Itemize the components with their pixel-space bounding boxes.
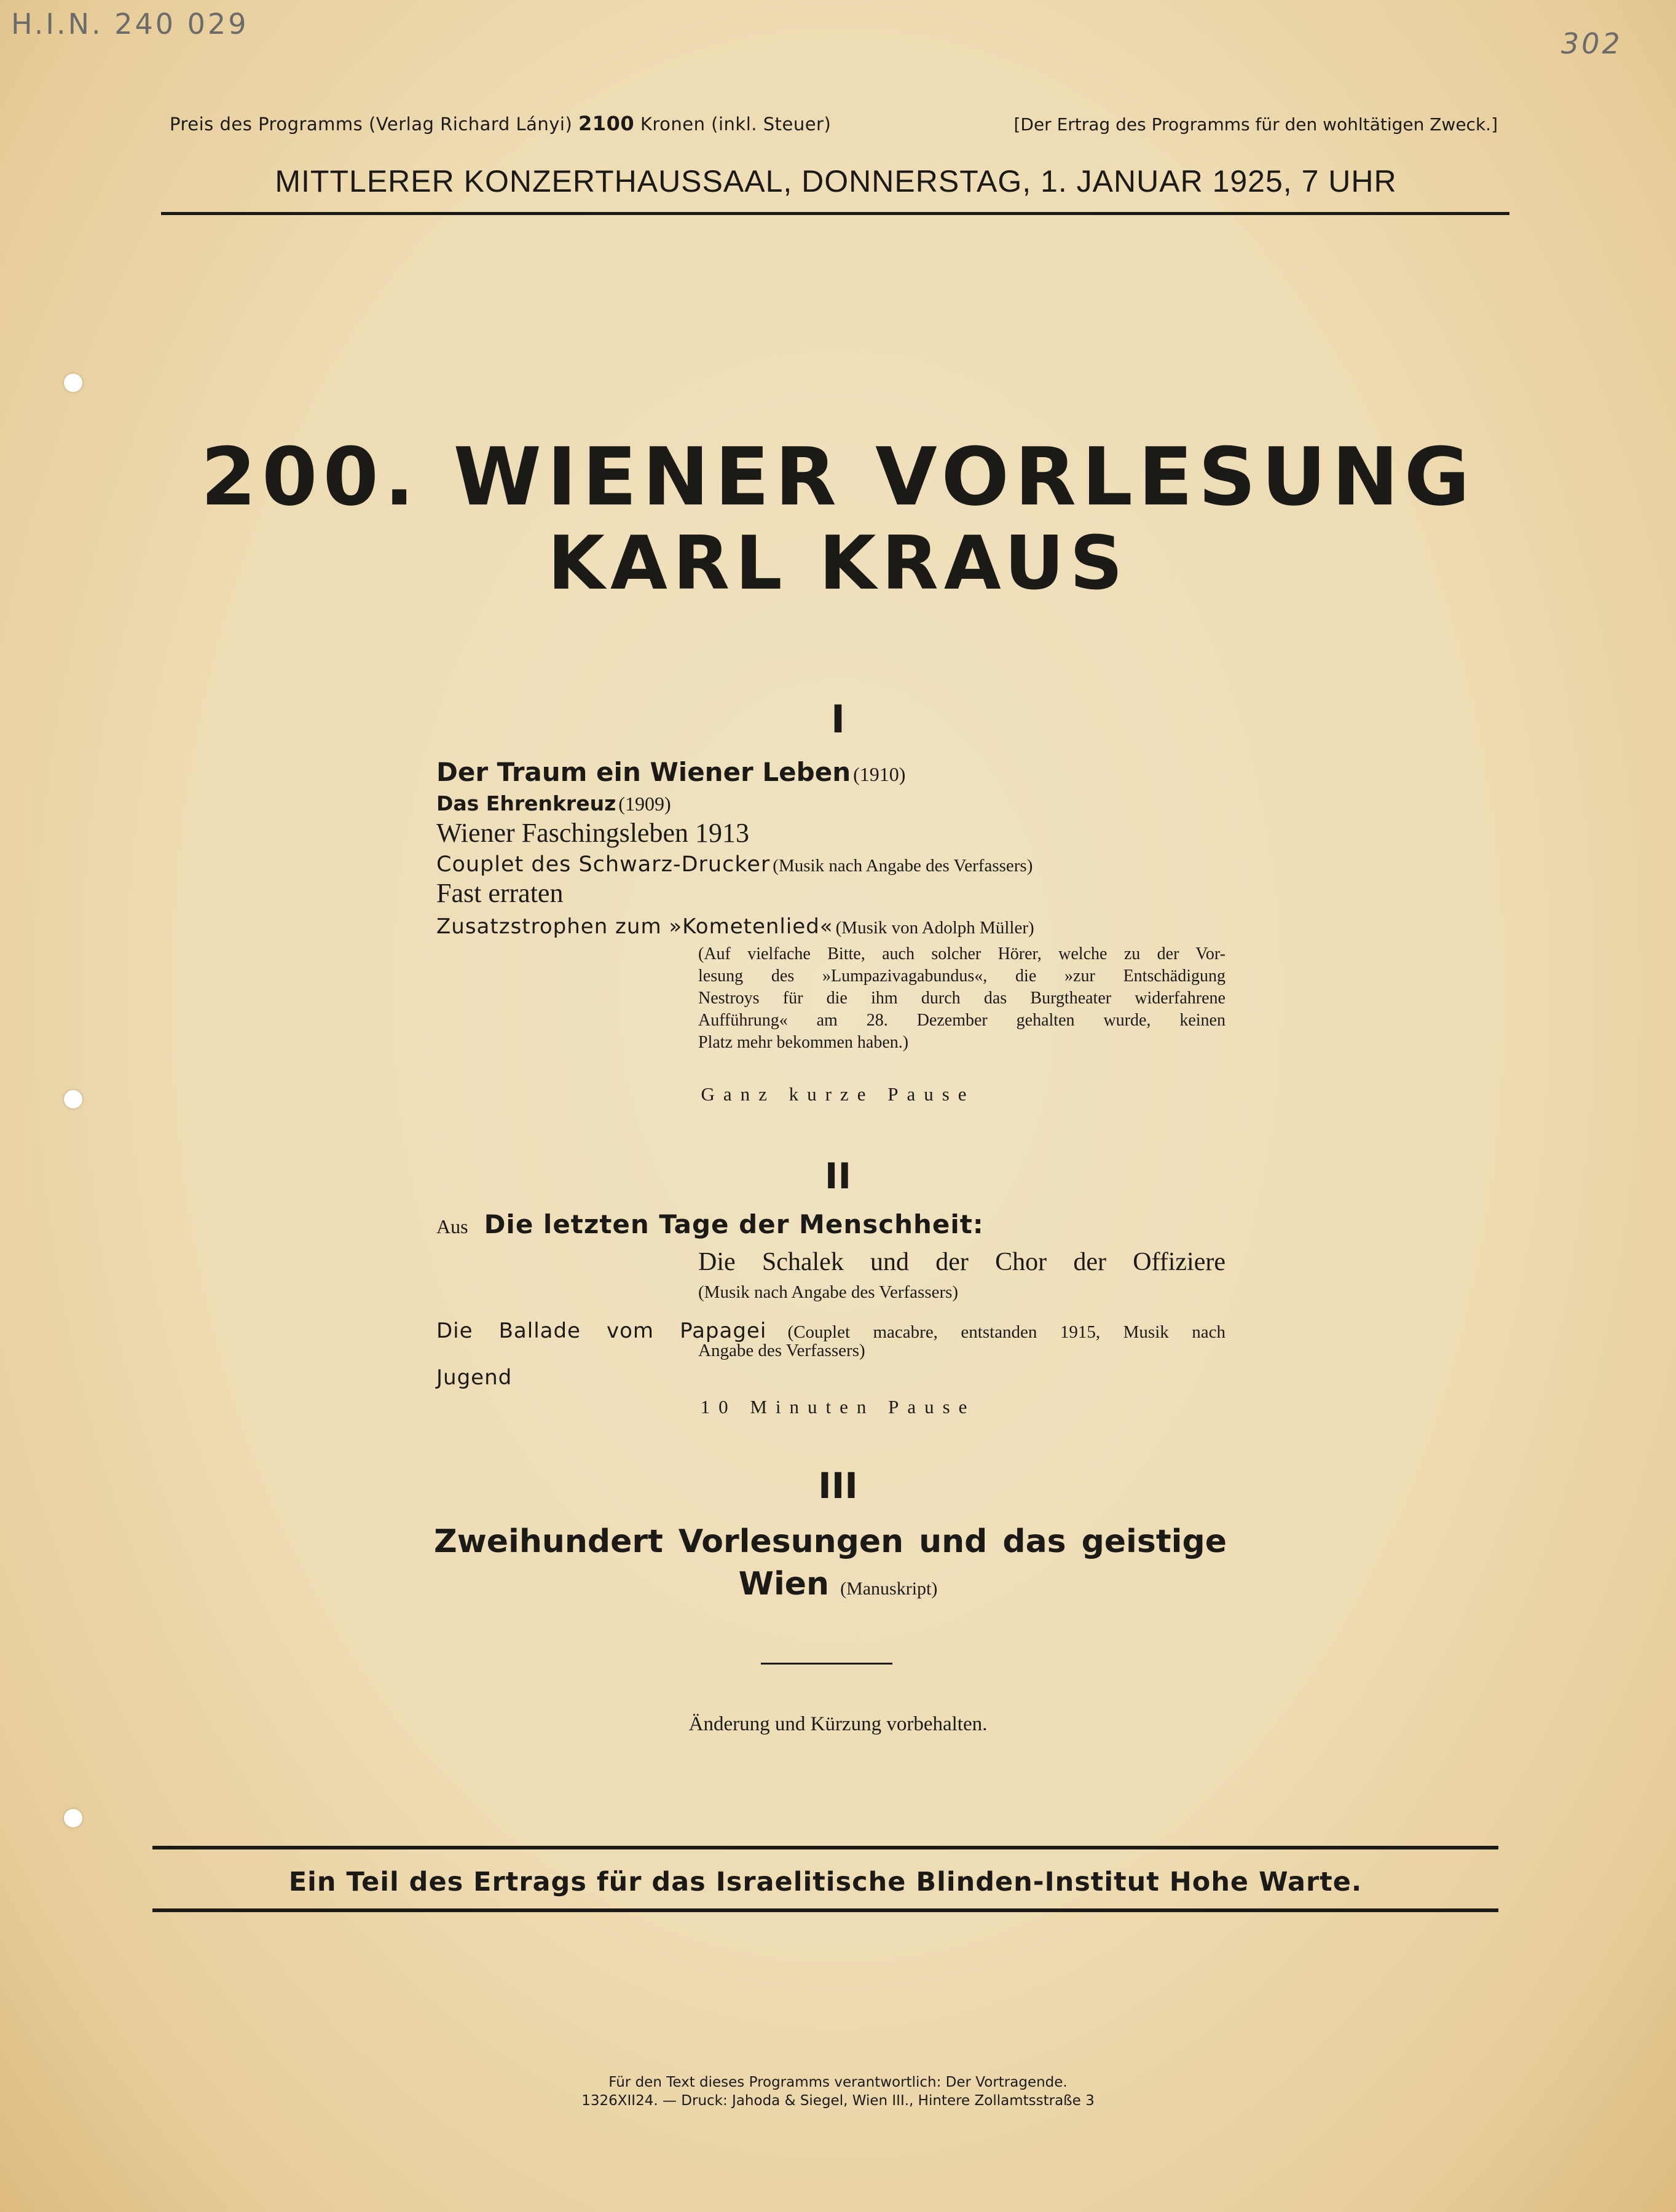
item-title: Couplet des Schwarz-Drucker <box>436 852 771 877</box>
part-1-pause: Ganz kurze Pause <box>701 1083 975 1105</box>
item-note: (1910) <box>853 763 906 785</box>
footer-responsible: Für den Text dieses Programms verantwortlich: Der Vortragende. <box>608 2074 1068 2090</box>
explanation-line: (Auf vielfache Bitte, auch solcher Hörer, welche zu der Vor- <box>698 944 1226 963</box>
part-2-pause: 10 Minuten Pause <box>700 1396 976 1418</box>
part-1-item-3: Wiener Faschingsleben 1913 <box>436 818 749 848</box>
price-suffix: Kronen (inkl. Steuer) <box>640 114 832 135</box>
part-3-title-cont <box>0 1566 1676 1602</box>
part-1-item-6 <box>436 914 1034 939</box>
item-note: (1909) <box>618 793 671 815</box>
benefit-rule-bottom <box>152 1908 1498 1912</box>
explanation-line: Platz mehr bekommen haben.) <box>698 1033 909 1052</box>
ballad-note: (Couplet macabre, entstanden 1915, Musik nach <box>787 1322 1226 1342</box>
part-1-item-4 <box>436 852 1033 877</box>
part-2-numeral: II <box>824 1155 852 1197</box>
jugend: Jugend <box>436 1365 513 1390</box>
item-title: Der Traum ein Wiener Leben <box>436 757 851 787</box>
price-prefix: Preis des Programms (Verlag Richard Lányi) <box>170 114 573 135</box>
page-number: 302 <box>1561 27 1623 60</box>
proceeds-note: [Der Ertrag des Programms für den wohltätigen Zweck.] <box>1013 114 1498 135</box>
part-1-item-2 <box>436 791 671 815</box>
explanation-line: Aufführung« am 28. Dezember gehalten wurde, keinen <box>698 1011 1226 1030</box>
benefit-line: Ein Teil des Ertrags für das Israelitische Blinden-Institut Hohe Warte. <box>288 1867 1363 1897</box>
part-1-item-5: Fast erraten <box>436 878 564 908</box>
short-divider <box>761 1663 892 1665</box>
benefit-rule-top <box>152 1846 1498 1849</box>
header-rule <box>161 212 1509 215</box>
ballad-title: Die Ballade vom Papagei <box>436 1319 767 1343</box>
speaker-name: KARL KRAUS <box>548 521 1128 606</box>
part-1-item-1 <box>436 757 905 787</box>
price-line <box>170 112 831 135</box>
punch-hole-top <box>64 374 82 392</box>
aus-label: Aus <box>436 1215 468 1237</box>
part-3-title-word: Wien <box>738 1566 830 1602</box>
punch-hole-bottom <box>64 1809 82 1827</box>
item-note: (Musik von Adolph Müller) <box>835 918 1034 938</box>
main-title: 200. WIENER VORLESUNG <box>200 430 1476 524</box>
price-amount: 2100 <box>578 112 635 135</box>
part-1-explanation <box>698 943 1226 1054</box>
part-3-numeral: III <box>818 1465 858 1507</box>
part-3-title: Zweihundert Vorlesungen und das geistige <box>434 1523 1227 1560</box>
venue-line: MITTLERER KONZERTHAUSSAAL, DONNERSTAG, 1. JANUAR 1925, 7 UHR <box>275 164 1397 198</box>
explanation-line: Nestroys für die ihm durch das Burgtheater widerfahrene <box>698 989 1226 1008</box>
work-title: Die letzten Tage der Menschheit: <box>484 1209 984 1239</box>
explanation-line: lesung des »Lumpazivagabundus«, die »zur Entschädigung <box>698 967 1226 986</box>
catalog-number: H.I.N. 240 029 <box>11 7 249 41</box>
part-2-heading <box>436 1209 984 1239</box>
item-title: Das Ehrenkreuz <box>436 791 616 815</box>
scene-note: (Musik nach Angabe des Verfassers) <box>698 1282 959 1302</box>
scene-title: Die Schalek und der Chor der Offiziere <box>698 1248 1226 1276</box>
item-note: (Musik nach Angabe des Verfassers) <box>773 856 1033 876</box>
ballad-line <box>436 1319 1226 1343</box>
reserve-note: Änderung und Kürzung vorbehalten. <box>688 1713 988 1735</box>
ballad-note-cont: Angabe des Verfassers) <box>698 1341 865 1360</box>
part-1-numeral: I <box>830 697 846 742</box>
footer-printer: 1326XII24. — Druck: Jahoda & Siegel, Wien III., Hintere Zollamtsstraße 3 <box>581 2093 1095 2109</box>
part-3-note: (Manuskript) <box>840 1579 938 1599</box>
item-title: Zusatzstrophen zum »Kometenlied« <box>436 914 833 939</box>
